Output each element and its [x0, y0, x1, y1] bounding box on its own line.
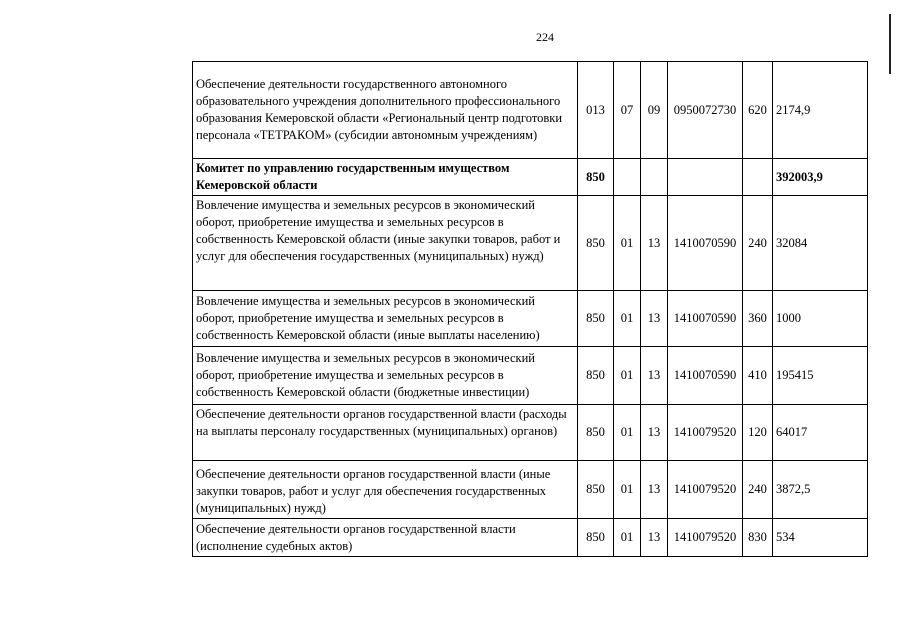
- section-code: 01: [614, 405, 641, 461]
- expense-type-code: 410: [743, 347, 773, 405]
- section-code: [614, 159, 641, 196]
- section-code: 01: [614, 461, 641, 519]
- amount: 195415: [773, 347, 868, 405]
- row-description: Обеспечение деятельности органов государственной власти (иные закупки товаров, работ и услуг для обеспечения государственных (муниципальных) нужд): [193, 461, 578, 519]
- ministry-code: 013: [578, 62, 614, 159]
- table-row: [193, 347, 868, 405]
- subsection-code: 13: [641, 291, 668, 347]
- ministry-code: 850: [578, 519, 614, 557]
- target-code: 1410070590: [668, 196, 743, 291]
- expense-type-code: 120: [743, 405, 773, 461]
- target-code: 1410079520: [668, 405, 743, 461]
- table-row: [193, 519, 868, 557]
- subsection-code: 13: [641, 461, 668, 519]
- subsection-code: [641, 159, 668, 196]
- table-row: [193, 62, 868, 159]
- table-row: [193, 159, 868, 196]
- table-row: [193, 291, 868, 347]
- section-code: 01: [614, 291, 641, 347]
- amount: 3872,5: [773, 461, 868, 519]
- table-row: [193, 196, 868, 291]
- row-description: Комитет по управлению государственным имуществом Кемеровской области: [193, 159, 578, 196]
- table-row: [193, 461, 868, 519]
- target-code: 1410079520: [668, 461, 743, 519]
- ministry-code: 850: [578, 461, 614, 519]
- row-description: Вовлечение имущества и земельных ресурсов в экономический оборот, приобретение имущества и земельных ресурсов в собственность Кемеровской области (бюджетные инвестиции): [193, 347, 578, 405]
- subsection-code: 13: [641, 196, 668, 291]
- ministry-code: 850: [578, 405, 614, 461]
- expense-type-code: [743, 159, 773, 196]
- subsection-code: 13: [641, 405, 668, 461]
- target-code: [668, 159, 743, 196]
- section-code: 01: [614, 196, 641, 291]
- row-description: Вовлечение имущества и земельных ресурсов в экономический оборот, приобретение имущества и земельных ресурсов в собственность Кемеровской области (иные выплаты населению): [193, 291, 578, 347]
- ministry-code: 850: [578, 159, 614, 196]
- subsection-code: 13: [641, 519, 668, 557]
- expense-type-code: 240: [743, 196, 773, 291]
- target-code: 1410079520: [668, 519, 743, 557]
- amount: 1000: [773, 291, 868, 347]
- amount: 534: [773, 519, 868, 557]
- budget-table: [192, 61, 868, 557]
- target-code: 0950072730: [668, 62, 743, 159]
- page-number: 224: [536, 30, 554, 44]
- section-code: 07: [614, 62, 641, 159]
- subsection-code: 09: [641, 62, 668, 159]
- amount: 2174,9: [773, 62, 868, 159]
- target-code: 1410070590: [668, 291, 743, 347]
- row-description: Обеспечение деятельности органов государственной власти (расходы на выплаты персоналу государственных (муниципальных) органов): [193, 405, 578, 461]
- expense-type-code: 830: [743, 519, 773, 557]
- scan-edge-line: [889, 14, 891, 74]
- target-code: 1410070590: [668, 347, 743, 405]
- row-description: Обеспечение деятельности органов государственной власти (исполнение судебных актов): [193, 519, 578, 557]
- amount: 64017: [773, 405, 868, 461]
- ministry-code: 850: [578, 347, 614, 405]
- ministry-code: 850: [578, 196, 614, 291]
- amount: 392003,9: [773, 159, 868, 196]
- section-code: 01: [614, 519, 641, 557]
- subsection-code: 13: [641, 347, 668, 405]
- section-code: 01: [614, 347, 641, 405]
- row-description: Обеспечение деятельности государственного автономного образовательного учреждения дополнительного профессионального образования Кемеровской области «Региональный центр подготовки персонала «ТЕТРАКОМ» (субсидии автономным учреждениям): [193, 62, 578, 159]
- ministry-code: 850: [578, 291, 614, 347]
- row-description: Вовлечение имущества и земельных ресурсов в экономический оборот, приобретение имущества и земельных ресурсов в собственность Кемеровской области (иные закупки товаров, работ и услуг для обеспечения государственных (муниципальных) нужд): [193, 196, 578, 291]
- table-row: [193, 405, 868, 461]
- expense-type-code: 620: [743, 62, 773, 159]
- expense-type-code: 360: [743, 291, 773, 347]
- amount: 32084: [773, 196, 868, 291]
- expense-type-code: 240: [743, 461, 773, 519]
